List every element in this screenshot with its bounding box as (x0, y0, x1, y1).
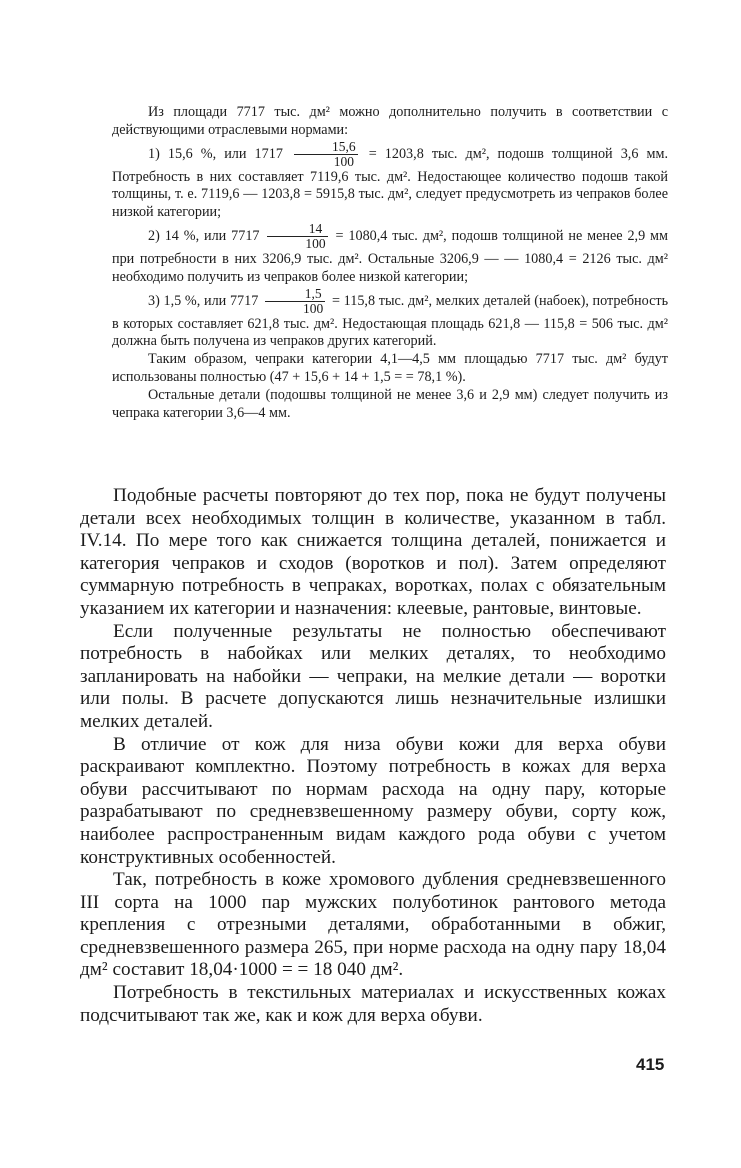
paragraph: Из площади 7717 тыс. дм² можно дополнительно получить в соответствии с действующими отраслевыми нормами: (112, 104, 668, 138)
fraction: $\frac{14}{100}$ (267, 222, 327, 251)
paragraph: Подобные расчеты повторяют до тех пор, пока не будут получены детали всех необходимых толщин в количестве, указанном в табл. IV.14. По мере того как снижается толщина деталей, понижается и категория чепраков и сходов (воротков и пол). Затем определяют суммарную потребность в чепраках, воротках, полах с обязательным указанием их категории и назначения: клеевые, рантовые, винтовые. (80, 485, 666, 619)
list-item-2: 2) 14 %, или 7717 $\frac{14}{100}$ = 1080,4 тыс. дм², подошв толщиной не менее 2,9 мм при потребности в них 3206,9 тыс. дм². Остальные 3206,9 — — 1080,4 = 2126 тыс. дм² необходимо получить из чепраков более низкой категории; (112, 220, 669, 285)
paragraph: Потребность в текстильных материалах и искусственных кожах подсчитывают так же, как и кож для верха обуви. (80, 982, 666, 1026)
fraction: $\frac{1,5}{100}$ (265, 287, 325, 316)
paragraph: Таким образом, чепраки категории 4,1—4,5 мм площадью 7717 тыс. дм² будут использованы полностью (47 + 15,6 + 14 + 1,5 = = 78,1 %). (112, 351, 668, 385)
list-item-1: 1) 15,6 %, или 1717 $\frac{15,6}{100}$ = 1203,8 тыс. дм², подошв толщиной 3,6 мм. Потребность в них составляет 7119,6 тыс. дм². Недостающее количество подошв такой толщины, т. е. 7119,6 — 1203,8 = 5915,8 тыс. дм², следует предусмотреть из чепраков более низкой категории; (112, 138, 669, 221)
paragraph: Остальные детали (подошвы толщиной не менее 3,6 и 2,9 мм) следует получить из чепрака категории 3,6—4 мм. (112, 386, 668, 421)
main-text-block (80, 485, 666, 1027)
small-print-block (112, 104, 668, 422)
paragraph: Если полученные результаты не полностью обеспечивают потребность в набойках или мелких деталях, то необходимо запланировать на набойки — чепраки, на мелкие детали — воротки или полы. В расчете допускаются лишь незначительные излишки мелких деталей. (80, 620, 666, 732)
paragraph: Так, потребность в коже хромового дубления средневзвешенного III сорта на 1000 пар мужских полуботинок рантового метода крепления с отрезными деталями, обработанными в обжиг, средневзвешенного размера 265, при норме расхода на одну пару 18,04 дм² составит 18,04·1000 = = 18 040 дм². (80, 869, 666, 981)
fraction: $\frac{15,6}{100}$ (294, 140, 358, 169)
list-item-3: 3) 1,5 %, или 7717 $\frac{1,5}{100}$ = 115,8 тыс. дм², мелких деталей (набоек), потребность в которых составляет 621,8 тыс. дм². Недостающая площадь 621,8 — 115,8 = 506 тыс. дм² должна быть получена из чепраков других категорий. (112, 285, 669, 350)
paragraph: В отличие от кож для низа обуви кожи для верха обуви раскраивают комплектно. Поэтому потребность в кожах для верха обуви рассчитывают по нормам расхода на одну пару, которые разрабатывают по средневзвешенному размеру обуви, сорту кож, наиболее распространенным видам каждого рода обуви с учетом конструктивных особенностей. (80, 733, 666, 868)
page-number: 415 (636, 1055, 665, 1074)
